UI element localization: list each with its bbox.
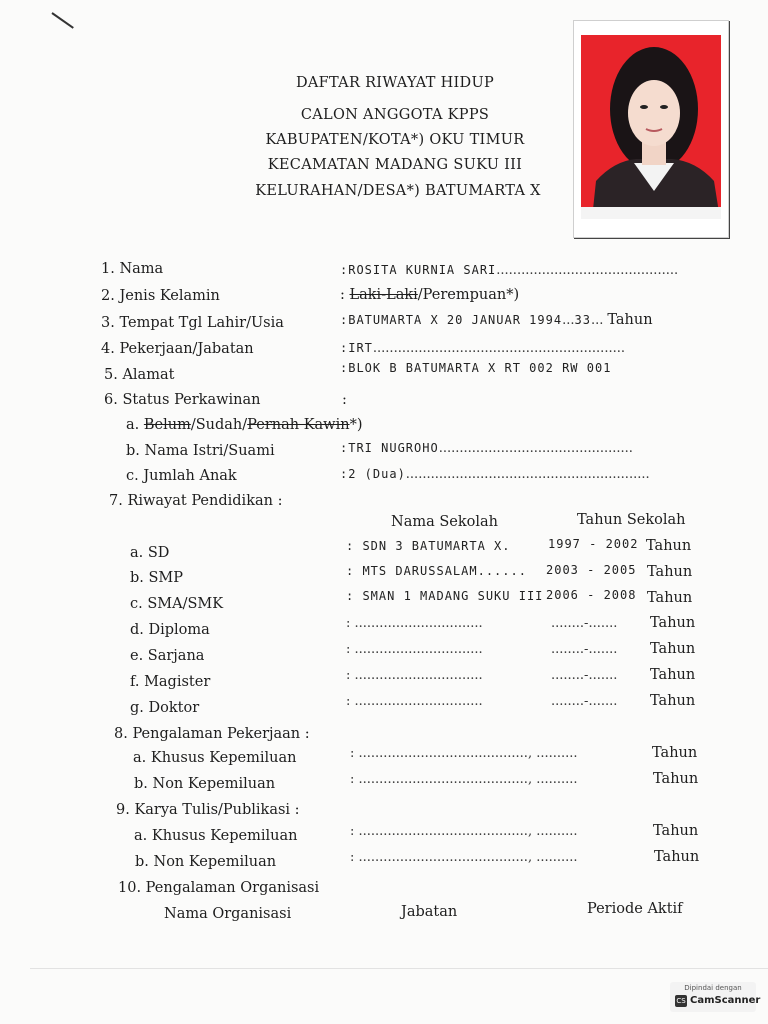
kerja-a-unit: Tahun: [652, 745, 698, 761]
camscanner-badge: [670, 982, 761, 1012]
karya-tulis-label: 9. Karya Tulis/Publikasi :: [116, 802, 300, 818]
kerja-b-unit: Tahun: [653, 771, 699, 787]
pasangan-value: :TRI NUGROHO: [340, 441, 439, 455]
option-perempuan: /Perempuan*): [417, 287, 520, 303]
edu-school-diploma: : ...............................: [346, 616, 483, 631]
edu-label-doktor: g. Doktor: [130, 700, 200, 716]
edu-school-doktor: : ...............................: [346, 694, 483, 709]
ttl-label: 3. Tempat Tgl Lahir/Usia: [101, 315, 284, 331]
option-laki-laki: Laki-Laki: [349, 287, 418, 303]
camscanner-name: CamScanner: [690, 995, 761, 1006]
alamat-value: :BLOK B BATUMARTA X RT 002 RW 001: [340, 361, 612, 375]
pekerjaan-field: [340, 337, 625, 356]
edu-year-sd: 1997 - 2002: [548, 537, 639, 551]
camscanner-caption: Dipindai dengan: [684, 984, 742, 992]
ttl-field: [340, 309, 653, 328]
page-edge: [30, 968, 768, 969]
jenis-kelamin-colon: :: [340, 287, 350, 303]
edu-unit-doktor: Tahun: [650, 693, 696, 709]
pengalaman-kerja-label: 8. Pengalaman Pekerjaan :: [114, 726, 310, 742]
ttl-dots-1: ...: [562, 313, 575, 328]
ttl-dots-2: ...: [590, 313, 604, 328]
edu-year-doktor: ........-.......: [551, 694, 618, 709]
kerja-a-value: : ........................................., ..........: [350, 746, 578, 761]
anak-value: :2 (Dua): [340, 467, 406, 481]
col-nama-organisasi: Nama Organisasi: [164, 906, 292, 922]
karya-a-unit: Tahun: [653, 823, 699, 839]
edu-school-smp: : MTS DARUSSALAM......: [346, 564, 527, 578]
status-a-prefix: a.: [126, 417, 144, 433]
status-a-suffix: *): [349, 417, 363, 433]
camscanner-logo-icon: CS: [676, 997, 686, 1005]
edu-year-sarjana: ........-.......: [551, 642, 618, 657]
edu-unit-sd: Tahun: [646, 538, 692, 554]
edu-school-sarjana: : ...............................: [346, 642, 483, 657]
status-label: 6. Status Perkawinan: [104, 392, 261, 408]
ttl-age: 33: [574, 313, 591, 327]
title-line-5: KELURAHAN/DESA*) BATUMARTA X: [255, 183, 541, 199]
anak-dots: ...........................................................: [405, 467, 650, 482]
title-line-3: KABUPATEN/KOTA*) OKU TIMUR: [265, 132, 525, 148]
edu-label-sma: c. SMA/SMK: [130, 596, 224, 612]
col-nama-sekolah: Nama Sekolah: [391, 514, 498, 530]
status-options: [126, 417, 363, 433]
option-pernah-kawin: Pernah Kawin: [247, 417, 350, 433]
anak-field: [340, 463, 650, 482]
pasangan-field: [340, 437, 633, 456]
edu-year-diploma: ........-.......: [551, 616, 618, 631]
ttl-value: :BATUMARTA X 20 JANUAR 1994: [340, 313, 563, 327]
jenis-kelamin-label: 2. Jenis Kelamin: [101, 288, 220, 304]
nama-dots: ............................................: [496, 263, 679, 278]
karya-a-value: : ........................................., ..........: [350, 824, 578, 839]
portrait-image: [574, 21, 728, 237]
title-line-4: KECAMATAN MADANG SUKU III: [267, 157, 523, 173]
pekerjaan-label: 4. Pekerjaan/Jabatan: [101, 341, 254, 357]
edu-label-sd: a. SD: [130, 545, 170, 561]
edu-unit-diploma: Tahun: [650, 615, 696, 631]
col-jabatan: Jabatan: [401, 904, 458, 920]
profile-photo: [573, 20, 729, 238]
karya-b-unit: Tahun: [654, 849, 700, 865]
status-colon: :: [342, 392, 347, 408]
nama-field: [340, 259, 678, 278]
jenis-kelamin-field: [340, 287, 519, 303]
ttl-unit: Tahun: [607, 312, 653, 328]
karya-b-label: b. Non Kepemiluan: [135, 854, 277, 870]
kerja-b-label: b. Non Kepemiluan: [134, 776, 276, 792]
nama-label: 1. Nama: [101, 261, 164, 277]
pasangan-dots: ...............................................: [438, 441, 633, 456]
organisasi-label: 10. Pengalaman Organisasi: [118, 880, 320, 896]
edu-unit-sma: Tahun: [647, 590, 693, 606]
edu-label-diploma: d. Diploma: [130, 622, 210, 638]
karya-a-label: a. Khusus Kepemiluan: [134, 828, 298, 844]
edu-label-sarjana: e. Sarjana: [130, 648, 205, 664]
alamat-label: 5. Alamat: [104, 367, 175, 383]
edu-unit-smp: Tahun: [647, 564, 693, 580]
pasangan-label: b. Nama Istri/Suami: [126, 443, 275, 459]
edu-label-magister: f. Magister: [130, 674, 211, 690]
anak-label: c. Jumlah Anak: [126, 468, 237, 484]
title-line-2: CALON ANGGOTA KPPS: [300, 107, 490, 123]
option-belum: Belum: [143, 417, 191, 433]
col-periode-aktif: Periode Aktif: [587, 901, 683, 917]
edu-year-smp: 2003 - 2005: [546, 563, 637, 577]
nama-value: :ROSITA KURNIA SARI: [340, 263, 497, 277]
kerja-b-value: : ........................................., ..........: [350, 772, 578, 787]
pekerjaan-dots: .............................................................: [372, 341, 625, 356]
corner-pen-mark: [51, 12, 73, 29]
edu-label-smp: b. SMP: [130, 570, 184, 586]
option-sudah: /Sudah/: [190, 417, 248, 433]
edu-school-sd: : SDN 3 BATUMARTA X.: [346, 539, 511, 553]
edu-year-magister: ........-.......: [551, 668, 618, 683]
edu-school-magister: : ...............................: [346, 668, 483, 683]
edu-unit-sarjana: Tahun: [650, 641, 696, 657]
pekerjaan-value: :IRT: [340, 341, 373, 355]
edu-school-sma: : SMAN 1 MADANG SUKU III: [346, 589, 544, 603]
col-tahun-sekolah: Tahun Sekolah: [577, 512, 686, 528]
pendidikan-label: 7. Riwayat Pendidikan :: [109, 493, 283, 509]
kerja-a-label: a. Khusus Kepemiluan: [133, 750, 297, 766]
karya-b-value: : ........................................., ..........: [350, 850, 578, 865]
title-line-1: DAFTAR RIWAYAT HIDUP: [295, 75, 495, 91]
edu-unit-magister: Tahun: [650, 667, 696, 683]
edu-year-sma: 2006 - 2008: [546, 588, 637, 602]
